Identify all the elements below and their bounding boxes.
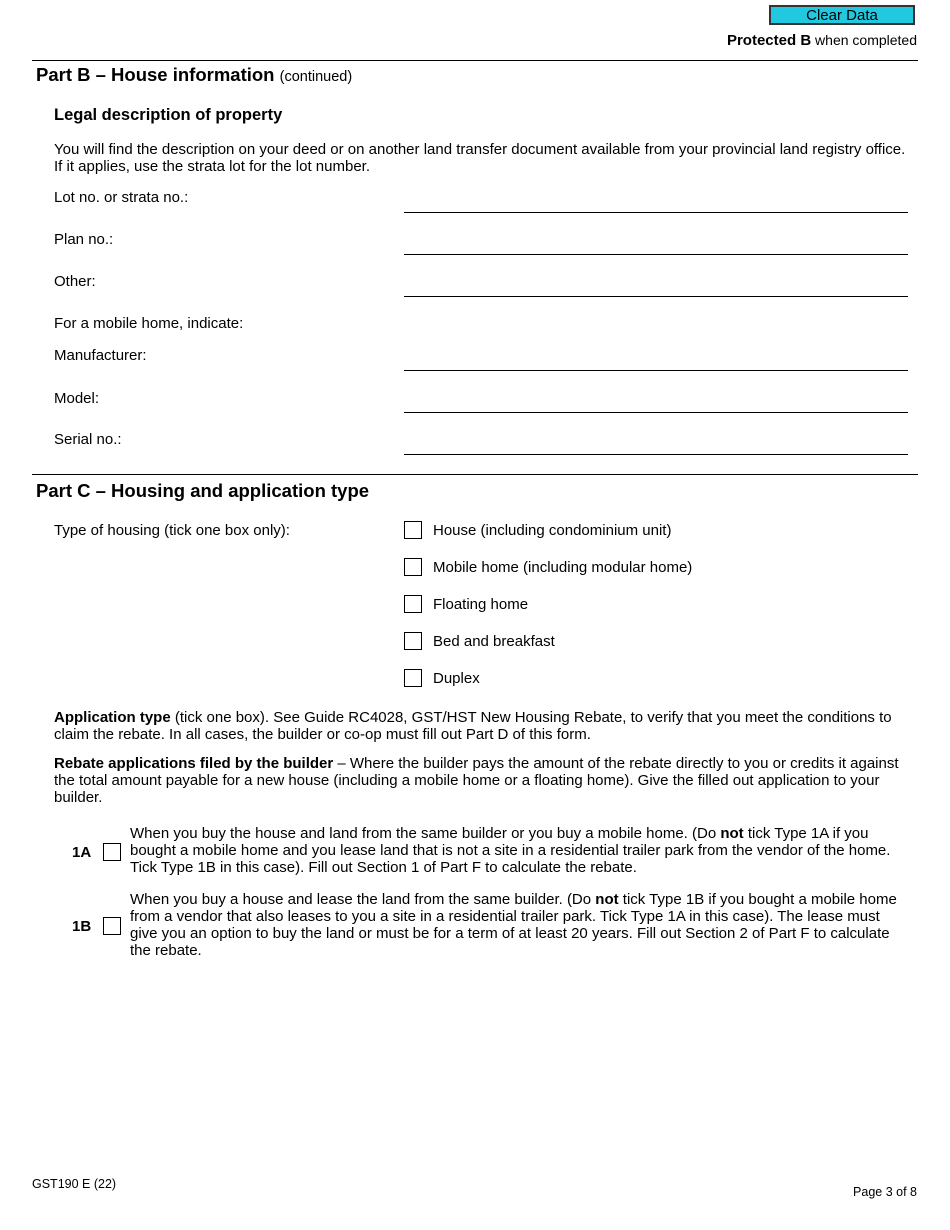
part-b-divider bbox=[32, 60, 918, 61]
application-type-text bbox=[54, 709, 914, 743]
type-1b-not: not bbox=[595, 891, 619, 908]
rebate-builder-rest: – Where the builder pays the amount of the rebate directly to you or credits it against the total amount payable for a new house (including a mobile home or a floating home). Give the filled out application to your builder. bbox=[54, 755, 899, 806]
manufacturer-input[interactable] bbox=[404, 370, 908, 371]
type-1b-checkbox[interactable] bbox=[103, 917, 121, 935]
part-b-continued: (continued) bbox=[279, 69, 353, 85]
housing-bnb-checkbox[interactable] bbox=[404, 632, 422, 650]
housing-mobile-label: Mobile home (including modular home) bbox=[433, 559, 693, 576]
type-1a-text bbox=[130, 825, 910, 876]
part-c-divider bbox=[32, 474, 918, 475]
page-number: Page 3 of 8 bbox=[853, 1185, 917, 1199]
application-type-rest: (tick one box). See Guide RC4028, GST/HST New Housing Rebate, to verify that you meet the conditions to claim the rebate. In all cases, the builder or co-op must fill out Part D of this form. bbox=[54, 709, 892, 743]
plan-input[interactable] bbox=[404, 254, 908, 255]
housing-duplex-label: Duplex bbox=[433, 670, 480, 687]
legal-description-heading: Legal description of property bbox=[54, 106, 283, 124]
lot-input[interactable] bbox=[404, 212, 908, 213]
housing-type-label: Type of housing (tick one box only): bbox=[54, 522, 290, 539]
type-1a-not: not bbox=[720, 825, 744, 842]
manufacturer-label: Manufacturer: bbox=[54, 347, 147, 364]
part-b-title bbox=[36, 64, 352, 86]
type-1b-text-a: When you buy a house and lease the land from the same builder. (Do bbox=[130, 891, 596, 908]
type-1a-text-a: When you buy the house and land from the same builder or you buy a mobile home. (Do bbox=[130, 825, 721, 842]
other-input[interactable] bbox=[404, 296, 908, 297]
type-1b-text bbox=[130, 891, 910, 959]
protected-suffix: when completed bbox=[811, 32, 917, 48]
housing-floating-label: Floating home bbox=[433, 596, 529, 613]
form-code: GST190 E (22) bbox=[32, 1177, 117, 1191]
clear-data-button[interactable]: Clear Data bbox=[769, 5, 915, 25]
housing-floating-checkbox[interactable] bbox=[404, 595, 422, 613]
application-type-bold: Application type bbox=[54, 709, 171, 726]
other-label: Other: bbox=[54, 273, 96, 290]
protected-notice bbox=[727, 32, 917, 49]
lot-label: Lot no. or strata no.: bbox=[54, 189, 189, 206]
legal-description-text: You will find the description on your deed or on another land transfer document available from your provincial land registry office. If it applies, use the strata lot for the lot number. bbox=[54, 141, 906, 175]
type-1a-label: 1A bbox=[72, 844, 92, 861]
housing-mobile-checkbox[interactable] bbox=[404, 558, 422, 576]
type-1b-text-b: tick Type 1B if you bought a mobile home from a vendor that also leases to you a site in a residential trailer park. Tick Type 1A in this case). The lease must give you an option to buy the land or must be for a term of at least 20 years. Fill out Section 2 of Part F to calculate the rebate. bbox=[130, 891, 897, 959]
serial-label: Serial no.: bbox=[54, 431, 122, 448]
plan-label: Plan no.: bbox=[54, 231, 114, 248]
protected-label: Protected B bbox=[726, 32, 812, 49]
type-1b-label: 1B bbox=[72, 918, 92, 935]
part-c-title: Part C – Housing and application type bbox=[36, 480, 370, 501]
type-1a-text-b: tick Type 1A if you bought a mobile home and you lease land that is not a site in a residential trailer park from the vendor of the home. Tick Type 1B in this case). Fill out Section 1 of Part F to calculate the rebate. bbox=[130, 825, 891, 876]
part-b-title-text: Part B – House information bbox=[36, 64, 275, 85]
model-input[interactable] bbox=[404, 412, 908, 413]
housing-duplex-checkbox[interactable] bbox=[404, 669, 422, 687]
rebate-builder-text bbox=[54, 755, 914, 806]
serial-input[interactable] bbox=[404, 454, 908, 455]
model-label: Model: bbox=[54, 390, 100, 407]
type-1a-checkbox[interactable] bbox=[103, 843, 121, 861]
housing-house-checkbox[interactable] bbox=[404, 521, 422, 539]
housing-bnb-label: Bed and breakfast bbox=[433, 633, 555, 650]
housing-house-label: House (including condominium unit) bbox=[433, 522, 672, 539]
mobile-home-intro: For a mobile home, indicate: bbox=[54, 315, 244, 332]
rebate-builder-bold: Rebate applications filed by the builder bbox=[54, 755, 334, 772]
